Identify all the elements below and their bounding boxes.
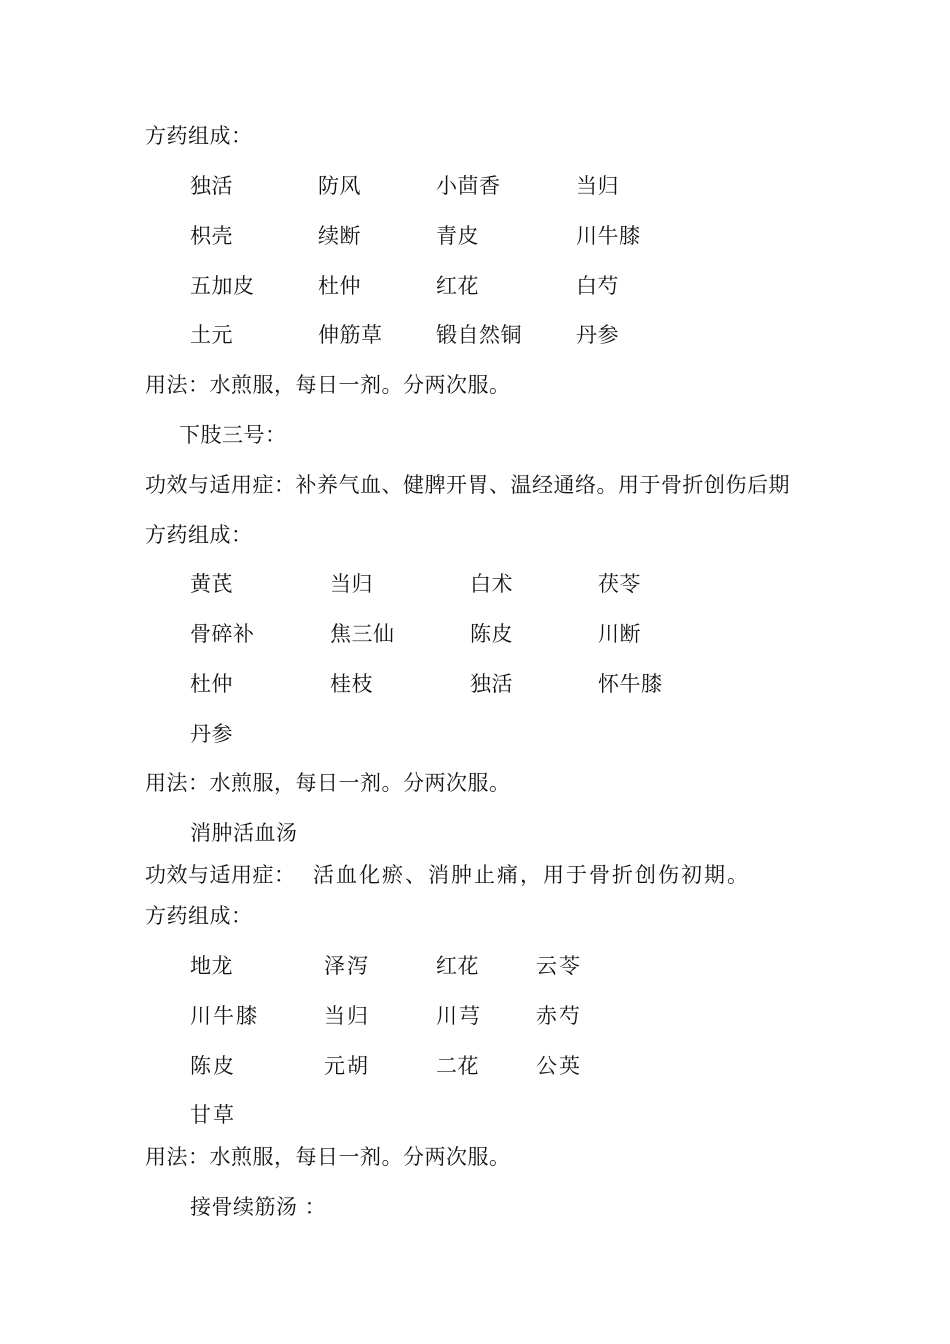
herb-item: 丹参 [576,323,619,347]
herb-item: 怀牛膝 [598,672,663,696]
herb-item: 骨碎补 [190,622,255,646]
herb-item: 土元 [190,323,233,347]
formula-heading: 方药组成： [145,124,253,148]
herb-item: 杜仲 [318,274,361,298]
herb-item: 防风 [318,174,361,198]
herb-item: 地龙 [190,954,233,978]
herb-item: 当归 [324,1004,370,1028]
herb-item: 黄芪 [190,572,233,596]
formula-title: 接骨续筋汤 ： [190,1195,327,1219]
herb-item: 五加皮 [190,274,255,298]
herb-item: 枳壳 [190,224,233,248]
herb-item: 当归 [330,572,373,596]
usage-text: 用法：水煎服，每日一剂。分两次服。 [145,771,511,795]
formula-title: 下肢三号： [179,423,287,447]
herb-item: 川断 [598,622,641,646]
efficacy-text: 功效与适用症：补养气血、健脾开胃、温经通络。用于骨折创伤后期 [145,473,790,497]
herb-item: 红花 [436,954,479,978]
herb-item: 焦三仙 [330,622,395,646]
herb-item: 白术 [470,572,513,596]
herb-item: 独活 [470,672,513,696]
herb-item: 川芎 [436,1004,482,1028]
usage-text: 用法：水煎服，每日一剂。分两次服。 [145,1145,511,1169]
herb-item: 白芍 [576,274,619,298]
herb-item: 丹参 [190,722,233,746]
formula-heading: 方药组成： [145,904,253,928]
herb-item: 元胡 [324,1054,370,1078]
usage-text: 用法：水煎服，每日一剂。分两次服。 [145,373,511,397]
efficacy-label: 功效与适用症： [145,863,296,887]
herb-item: 二花 [436,1054,479,1078]
herb-item: 茯苓 [598,572,641,596]
herb-item: 续断 [318,224,361,248]
herb-item: 川牛膝 [190,1004,259,1028]
herb-item: 陈皮 [190,1054,236,1078]
herb-item: 桂枝 [330,672,373,696]
herb-item: 川牛膝 [576,224,641,248]
herb-item: 杜仲 [190,672,233,696]
formula-heading: 方药组成： [145,523,253,547]
herb-item: 青皮 [436,224,479,248]
herb-item: 赤芍 [536,1004,582,1028]
herb-item: 独活 [190,174,233,198]
herb-item: 公英 [536,1054,582,1078]
herb-item: 陈皮 [470,622,513,646]
herb-item: 甘草 [190,1103,236,1127]
herb-item: 锻自然铜 [436,323,522,347]
herb-item: 红花 [436,274,479,298]
efficacy-text: 活血化瘀、消肿止痛，用于骨折创伤初期。 [313,863,750,887]
herb-item: 当归 [576,174,619,198]
formula-title: 消肿活血汤 [190,821,298,845]
herb-item: 泽泻 [324,954,370,978]
herb-item: 小茴香 [436,174,501,198]
herb-item: 伸筋草 [318,323,383,347]
herb-item: 云苓 [536,954,582,978]
